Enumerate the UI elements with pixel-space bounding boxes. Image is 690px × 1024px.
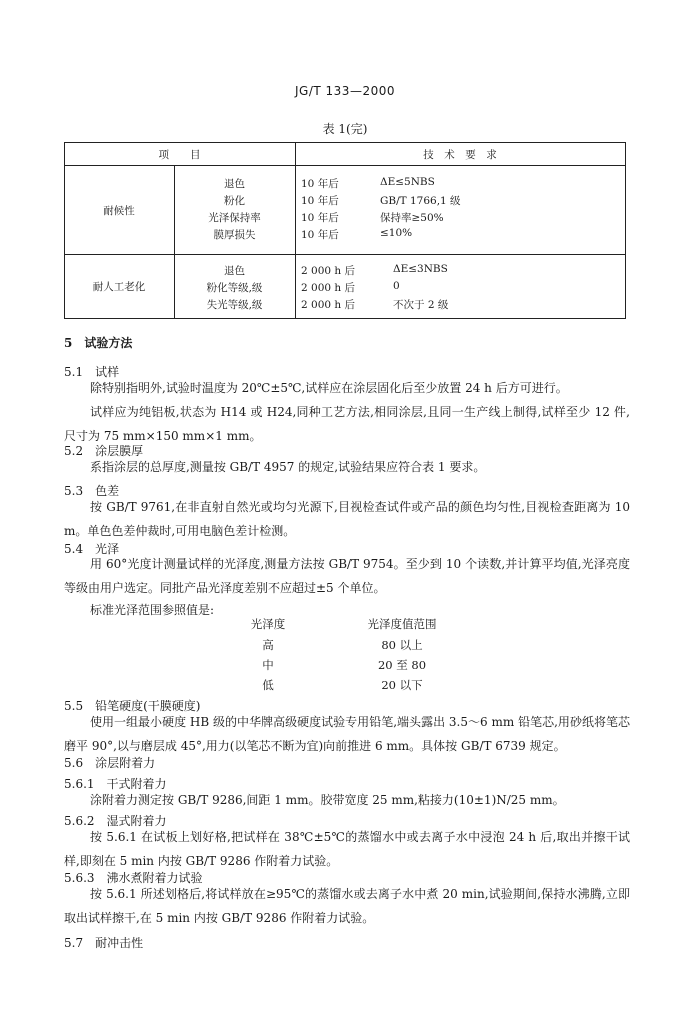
section-heading: 5.7 耐冲击性: [64, 936, 144, 950]
table-cell-prop: 膜厚损失: [213, 229, 256, 241]
page-header: JG/T 133—2000: [295, 84, 395, 98]
table-group-label: 耐候性: [103, 205, 135, 217]
paragraph: 试样应为纯铝板,状态为 H14 或 H24,同种工艺方法,相同涂层,且同一生产线上制得,试样至少 12 件,尺寸为 75 mm×150 mm×1 mm。: [64, 405, 630, 443]
table-head-requirement: 技 术 要 求: [423, 149, 497, 161]
paragraph: 涂附着力测定按 GB/T 9286,间距 1 mm。胶带宽度 25 mm,粘接力(10±1)N/25 mm。: [90, 793, 565, 807]
section-heading: 5.5 铅笔硬度(干膜硬度): [64, 699, 201, 713]
paragraph: 除特别指明外,试验时温度为 20℃±5℃,试样应在涂层固化后至少放置 24 h 后方可进行。: [90, 381, 568, 395]
gloss-table-head: 光泽度值范围: [367, 617, 437, 631]
table-cell-prop: 光泽保持率: [208, 212, 261, 224]
section-heading: 5.3 色差: [64, 484, 120, 498]
paragraph: 按 5.6.1 在试板上划好格,把试样在 38℃±5℃的蒸馏水中或去离子水中浸泡 24 h 后,取出并擦干试样,即刻在 5 min 内按 GB/T 9286 作附着力试验。: [64, 830, 630, 868]
table-border-top: [64, 142, 626, 143]
gloss-range: 80 以上: [381, 638, 423, 652]
section-heading: 5.2 涂层膜厚: [64, 444, 144, 458]
table-cell-time: 10 年后: [301, 178, 339, 190]
table-cell-prop: 退色: [224, 265, 245, 277]
paragraph: 系指涂层的总厚度,测量按 GB/T 4957 的规定,试验结果应符合表 1 要求。: [90, 460, 486, 474]
table-cell-prop: 粉化: [224, 195, 245, 207]
table-border-bottom: [64, 318, 626, 319]
table-cell-req: ΔE≤3NBS: [393, 263, 448, 275]
table-cell-prop: 粉化等级,级: [206, 282, 263, 294]
gloss-level: 中: [262, 658, 274, 672]
gloss-range: 20 以下: [381, 678, 423, 692]
section-heading: 5.6.3 沸水煮附着力试验: [64, 871, 203, 885]
table-cell-prop: 退色: [224, 178, 245, 190]
table-cell-req: GB/T 1766,1 级: [380, 195, 461, 207]
table-group-label: 耐人工老化: [92, 281, 146, 293]
gloss-level: 高: [262, 638, 274, 652]
section-heading: 5.6.2 湿式附着力: [64, 814, 167, 828]
paragraph: 用 60°光度计测量试样的光泽度,测量方法按 GB/T 9754。至少到 10 个读数,并计算平均值,光泽亮度等级由用户选定。同批产品光泽度差别不应超过±5 个单位。: [64, 557, 630, 595]
table-cell-time: 10 年后: [301, 212, 339, 224]
table-col-divider-2: [295, 142, 296, 319]
table-cell-req: 0: [393, 280, 400, 292]
table-cell-time: 10 年后: [301, 195, 339, 207]
section-heading: 5 试验方法: [64, 336, 133, 350]
section-heading: 5.6 涂层附着力: [64, 756, 156, 770]
table-head-item: 项 目: [158, 149, 201, 161]
section-heading: 5.1 试样: [64, 365, 120, 379]
table-cell-req: ≤10%: [380, 227, 413, 239]
gloss-table-head: 光泽度: [250, 617, 286, 631]
table-cell-time: 10 年后: [301, 229, 339, 241]
table-cell-time: 2 000 h 后: [301, 265, 355, 277]
gloss-level: 低: [262, 678, 274, 692]
table-cell-req: 不次于 2 级: [393, 299, 449, 311]
paragraph: 使用一组最小硬度 HB 级的中华牌高级硬度试验专用铅笔,端头露出 3.5～6 mm 铅笔芯,用砂纸将笔芯磨平 90°,以与磨层成 45°,用力(以笔芯不断为宜)向前推进 6 mm。具体按 GB/T 6739 规定。: [64, 715, 630, 753]
gloss-range: 20 至 80: [377, 658, 427, 672]
table-cell-time: 2 000 h 后: [301, 282, 355, 294]
table-cell-req: ΔE≤5NBS: [380, 176, 435, 188]
table-border-right: [625, 142, 626, 319]
section-heading: 5.4 光泽: [64, 542, 120, 556]
table-cell-req: 保持率≥50%: [380, 212, 444, 224]
paragraph: 标准光泽范围参照值是:: [90, 603, 215, 617]
paragraph: 按 5.6.1 所述划格后,将试样放在≥95℃的蒸馏水或去离子水中煮 20 min,试验期间,保持水沸腾,立即取出试样擦干,在 5 min 内按 GB/T 9286 作附着力试验。: [64, 887, 630, 925]
table-cell-time: 2 000 h 后: [301, 299, 355, 311]
table-cell-prop: 失光等级,级: [206, 299, 263, 311]
paragraph: 按 GB/T 9761,在非直射自然光或均匀光源下,目视检查试件或产品的颜色均匀性,目视检查距离为 10 m。单色色差仲裁时,可用电脑色差计检测。: [64, 500, 630, 538]
table-caption: 表 1(完): [322, 122, 368, 136]
section-heading: 5.6.1 干式附着力: [64, 777, 167, 791]
table-head-rule: [64, 165, 626, 166]
table-group-rule: [64, 254, 626, 255]
